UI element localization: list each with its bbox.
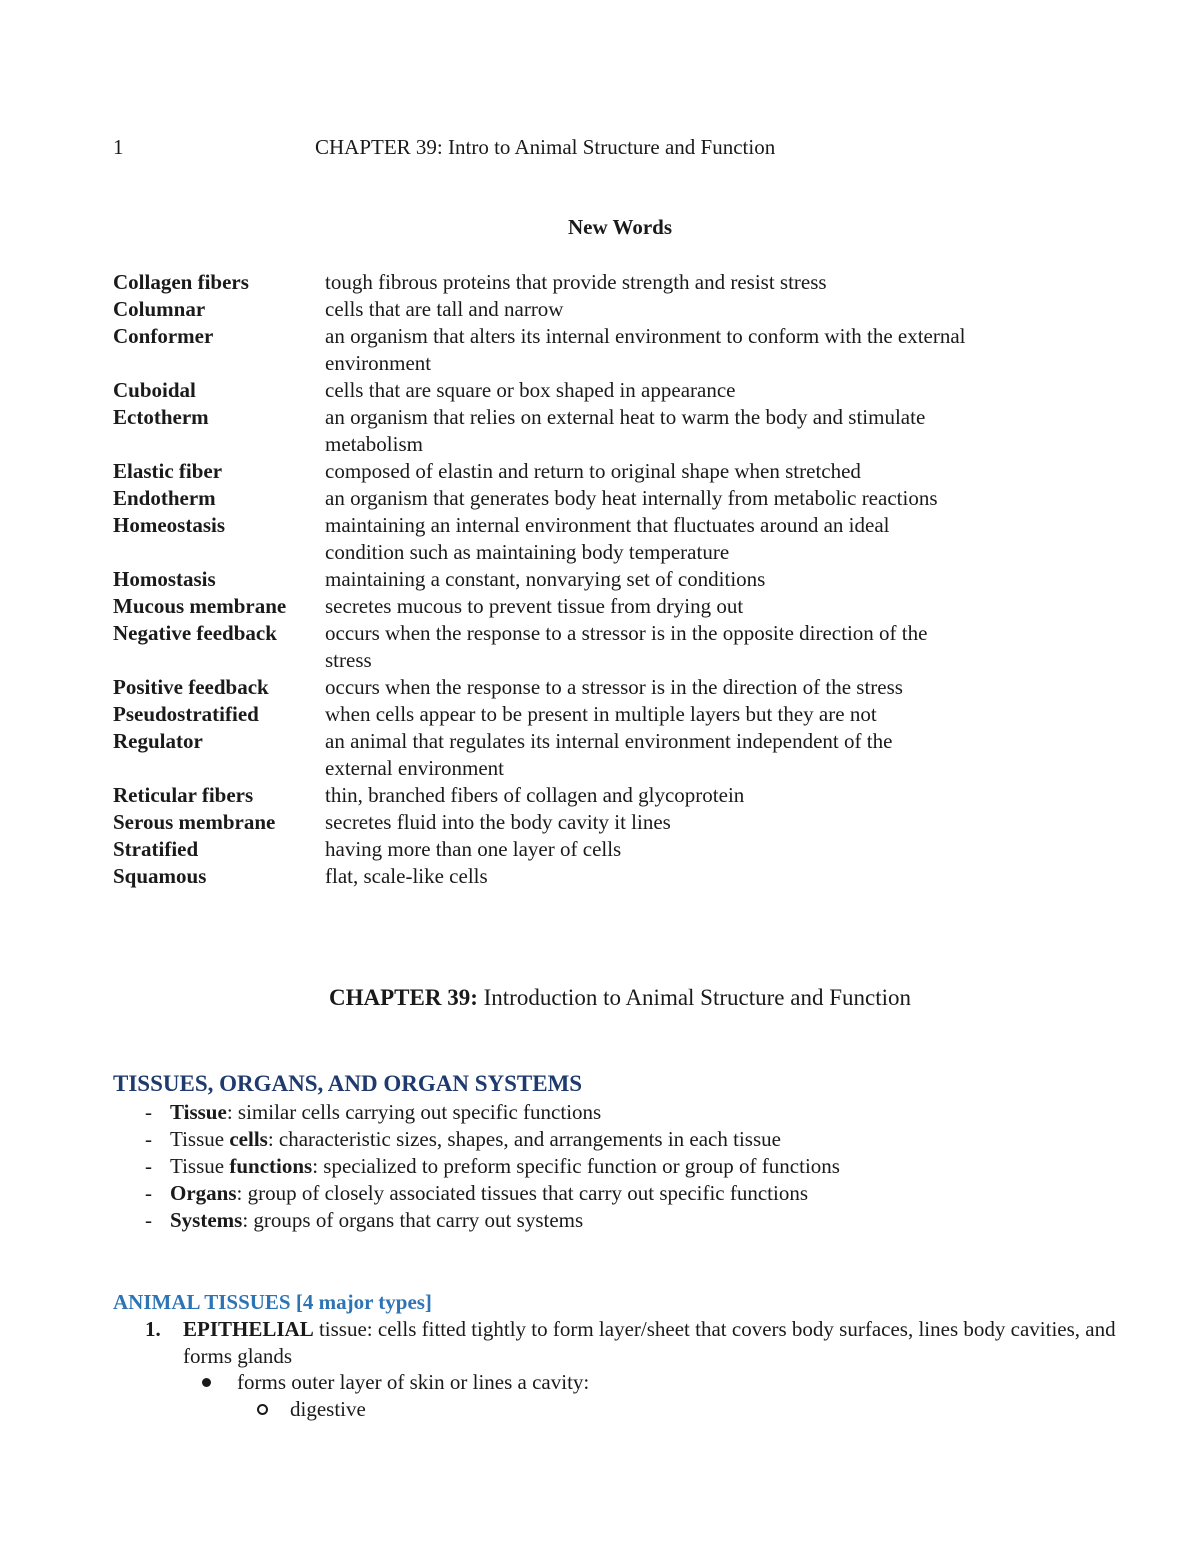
- section-heading-tissues-organs: TISSUES, ORGANS, AND ORGAN SYSTEMS: [113, 1071, 583, 1096]
- dash-bullet-icon: -: [145, 1181, 152, 1205]
- page-number: 1: [113, 135, 124, 159]
- item-term: functions: [229, 1154, 313, 1178]
- glossary-definition-continuation: condition such as maintaining body temperature: [325, 540, 730, 564]
- glossary-row: [113, 701, 1073, 728]
- glossary-definition-continuation: stress: [325, 648, 372, 672]
- sub-bullet-text: digestive: [290, 1397, 366, 1421]
- glossary-definition-line: thin, branched fibers of collagen and glycoprotein: [325, 783, 745, 807]
- term-epithelial: EPITHELIAL: [183, 1317, 314, 1341]
- glossary-definition-line: maintaining a constant, nonvarying set of conditions: [325, 567, 766, 591]
- glossary-definition-continuation: metabolism: [325, 432, 423, 456]
- glossary-definition: [325, 620, 1073, 674]
- list-number: 1.: [145, 1317, 161, 1341]
- glossary-term: Columnar: [113, 297, 206, 321]
- glossary-definition-line: an organism that alters its internal environment to conform with the external: [325, 324, 966, 348]
- glossary-definition: [325, 701, 1073, 728]
- glossary-definition: [325, 458, 1073, 485]
- glossary-row: [113, 782, 1073, 809]
- section-heading-animal-tissues: ANIMAL TISSUES [4 major types]: [113, 1290, 432, 1314]
- dash-list-item: [145, 1153, 840, 1180]
- glossary-definition: [325, 809, 1073, 836]
- dash-bullet-icon: -: [145, 1127, 152, 1151]
- glossary-definition: [325, 512, 1073, 566]
- glossary-definition-line: tough fibrous proteins that provide strength and resist stress: [325, 270, 827, 294]
- item-description: : specialized to preform specific function or group of functions: [312, 1154, 840, 1178]
- glossary-definition-line: occurs when the response to a stressor is in the direction of the stress: [325, 675, 903, 699]
- list-item-text: [183, 1316, 1135, 1370]
- glossary-definition-line: an organism that generates body heat internally from metabolic reactions: [325, 486, 938, 510]
- glossary-definition: [325, 863, 1073, 890]
- glossary-row: [113, 620, 1073, 674]
- glossary-row: [113, 269, 1073, 296]
- glossary-definition-continuation: environment: [325, 351, 432, 375]
- item-term: cells: [229, 1127, 268, 1151]
- glossary-definition-line: occurs when the response to a stressor is in the opposite direction of the: [325, 621, 928, 645]
- glossary-definition: [325, 485, 1073, 512]
- glossary-term: Ectotherm: [113, 405, 209, 429]
- epithelial-description: tissue: cells fitted tightly to form layer/sheet that covers body surfaces, lines body cavities, and forms glands: [183, 1317, 1116, 1368]
- chapter-label: CHAPTER 39:: [329, 985, 478, 1010]
- dash-list-item: [145, 1180, 840, 1207]
- item-description: : groups of organs that carry out systems: [242, 1208, 584, 1232]
- item-prefix: Tissue: [170, 1127, 230, 1151]
- glossary-definition-line: flat, scale-like cells: [325, 864, 488, 888]
- dash-item-text: [170, 1180, 808, 1207]
- glossary-term: Reticular fibers: [113, 783, 254, 807]
- glossary-term: Cuboidal: [113, 378, 196, 402]
- glossary-row: [113, 674, 1073, 701]
- glossary-definition-continuation: external environment: [325, 756, 505, 780]
- glossary-term: Conformer: [113, 324, 214, 348]
- glossary-definition-line: maintaining an internal environment that fluctuates around an ideal: [325, 513, 890, 537]
- glossary-definition: [325, 674, 1073, 701]
- item-description: : group of closely associated tissues that carry out specific functions: [236, 1181, 809, 1205]
- dash-item-text: [170, 1099, 601, 1126]
- glossary-row: [113, 836, 1073, 863]
- glossary-definition-line: composed of elastin and return to original shape when stretched: [325, 459, 861, 483]
- glossary-definition-line: when cells appear to be present in multiple layers but they are not: [325, 702, 877, 726]
- item-term: Tissue: [170, 1100, 227, 1124]
- glossary-definition: [325, 296, 1073, 323]
- glossary-definition: [325, 593, 1073, 620]
- item-term: Systems: [170, 1208, 243, 1232]
- glossary-row: [113, 512, 1073, 566]
- glossary-term: Positive feedback: [113, 675, 269, 699]
- glossary-term: Collagen fibers: [113, 270, 249, 294]
- glossary-term: Stratified: [113, 837, 199, 861]
- dash-list-item: [145, 1207, 840, 1234]
- glossary-definition-line: having more than one layer of cells: [325, 837, 622, 861]
- glossary-row: [113, 377, 1073, 404]
- dash-bullet-icon: -: [145, 1100, 152, 1124]
- glossary-row: [113, 323, 1073, 377]
- dash-item-text: [170, 1126, 781, 1153]
- new-words-heading: New Words: [567, 215, 673, 239]
- glossary-definition: [325, 566, 1073, 593]
- glossary-row: [113, 728, 1073, 782]
- dash-list-item: [145, 1126, 840, 1153]
- glossary-definition: [325, 323, 1073, 377]
- chapter-title: [0, 984, 1200, 1012]
- glossary-term: Homeostasis: [113, 513, 225, 537]
- glossary-definition-line: an animal that regulates its internal environment independent of the: [325, 729, 893, 753]
- glossary-row: [113, 593, 1073, 620]
- glossary-row: [113, 863, 1073, 890]
- running-header-title: CHAPTER 39: Intro to Animal Structure and Function: [315, 135, 776, 159]
- bullet-text: forms outer layer of skin or lines a cavity:: [237, 1370, 590, 1394]
- glossary-definition: [325, 269, 1073, 296]
- item-description: : characteristic sizes, shapes, and arrangements in each tissue: [267, 1127, 781, 1151]
- item-description: : similar cells carrying out specific functions: [226, 1100, 602, 1124]
- glossary-term: Endotherm: [113, 486, 216, 510]
- glossary-definition-line: cells that are square or box shaped in appearance: [325, 378, 736, 402]
- glossary-definition: [325, 404, 1073, 458]
- glossary-term: Elastic fiber: [113, 459, 223, 483]
- dash-bullet-icon: -: [145, 1208, 152, 1232]
- glossary-term: Mucous membrane: [113, 594, 287, 618]
- dash-item-text: [170, 1153, 840, 1180]
- dash-list-item: [145, 1099, 840, 1126]
- dash-bullet-icon: -: [145, 1154, 152, 1178]
- glossary-definition-line: secretes fluid into the body cavity it lines: [325, 810, 671, 834]
- glossary-term: Squamous: [113, 864, 207, 888]
- glossary-row: [113, 809, 1073, 836]
- glossary-definition: [325, 836, 1073, 863]
- glossary-row: [113, 458, 1073, 485]
- glossary-term: Regulator: [113, 729, 203, 753]
- glossary-definition-line: an organism that relies on external heat to warm the body and stimulate: [325, 405, 926, 429]
- numbered-item-epithelial: [145, 1316, 1135, 1370]
- item-prefix: Tissue: [170, 1154, 230, 1178]
- glossary-row: [113, 566, 1073, 593]
- glossary-row: [113, 404, 1073, 458]
- glossary-term: Negative feedback: [113, 621, 277, 645]
- glossary-definition-line: secretes mucous to prevent tissue from drying out: [325, 594, 744, 618]
- chapter-subtitle: Introduction to Animal Structure and Function: [483, 985, 911, 1010]
- glossary-term: Serous membrane: [113, 810, 276, 834]
- hollow-circle-bullet-icon: [255, 1396, 290, 1423]
- glossary-definition: [325, 782, 1073, 809]
- glossary-definition: [325, 377, 1073, 404]
- glossary-list: [113, 269, 1073, 890]
- glossary-row: [113, 296, 1073, 323]
- bullet-dot-icon: [200, 1369, 237, 1396]
- glossary-row: [113, 485, 1073, 512]
- glossary-definition: [325, 728, 1073, 782]
- tissues-dash-list: [145, 1099, 840, 1234]
- dash-item-text: [170, 1207, 583, 1234]
- glossary-definition-line: cells that are tall and narrow: [325, 297, 564, 321]
- glossary-term: Pseudostratified: [113, 702, 259, 726]
- glossary-term: Homostasis: [113, 567, 216, 591]
- item-term: Organs: [170, 1181, 237, 1205]
- bullet-item: [200, 1369, 589, 1396]
- sub-bullet-item: [255, 1396, 366, 1423]
